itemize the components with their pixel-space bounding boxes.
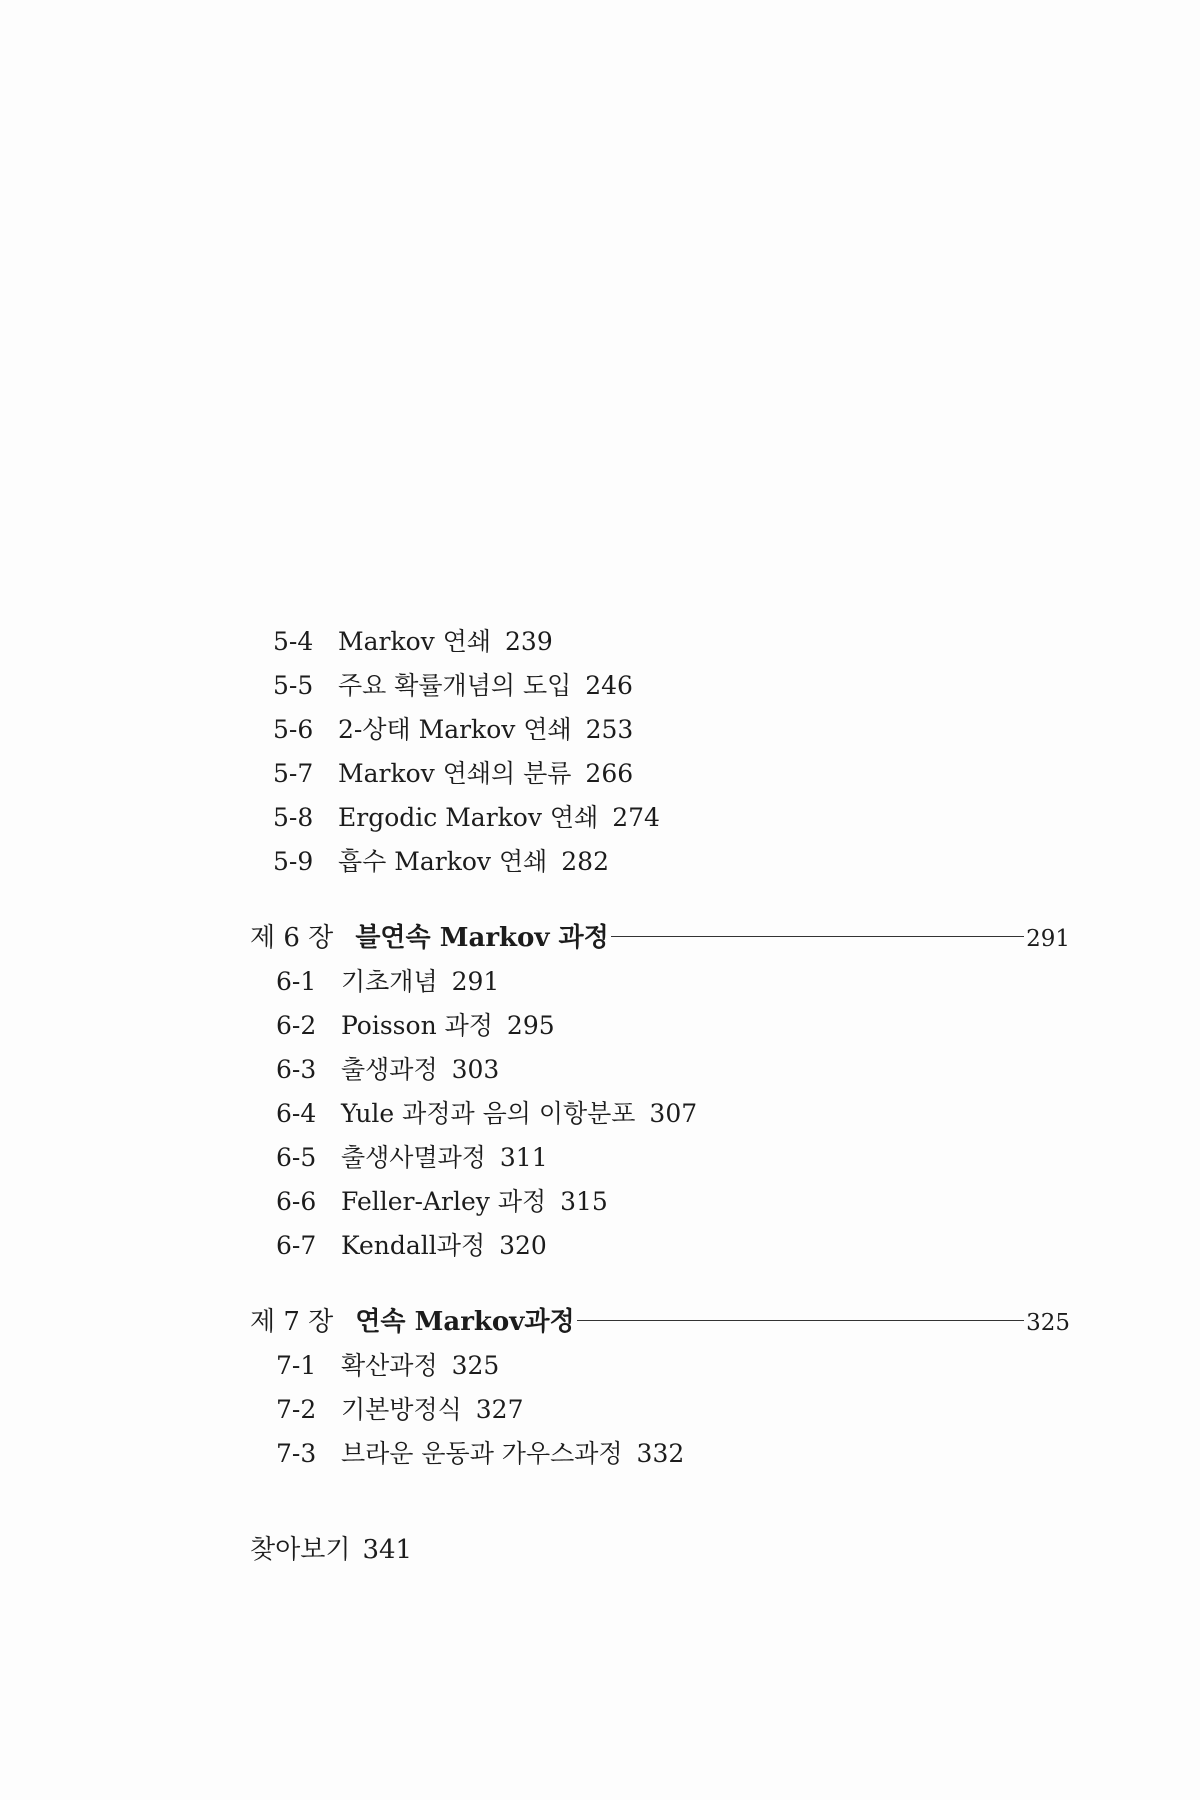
toc-entry[interactable] [250,840,1070,884]
page-number: 341 [362,1535,413,1565]
section-title: 확산과정 [341,1351,438,1380]
section-title: 주요 확률개념의 도입 [338,671,572,700]
section-title: 2-상태 Markov 연쇄 [338,715,572,744]
index-title: 찾아보기 [250,1535,351,1565]
leader-line [577,1320,1024,1321]
chapter-heading[interactable] [250,1300,1070,1344]
toc-entry[interactable] [250,1344,1070,1388]
section-title: Ergodic Markov 연쇄 [338,803,599,832]
table-of-contents [250,620,1070,1572]
page-number: 253 [585,715,634,744]
section-number: 6-4 [276,1099,317,1128]
page-number: 266 [585,759,634,788]
section-number: 6-3 [276,1055,317,1084]
page-number: 325 [451,1351,500,1380]
toc-entry[interactable] [250,1136,1070,1180]
section-title: 기초개념 [341,967,438,996]
toc-entry[interactable] [250,960,1070,1004]
page-number: 332 [636,1439,685,1468]
chapter-6-block [250,916,1070,1268]
toc-entry[interactable] [250,796,1070,840]
section-number: 7-2 [276,1395,317,1424]
toc-entry[interactable] [250,1224,1070,1268]
section-title: 기본방정식 [341,1395,462,1424]
section-number: 5-9 [273,847,314,876]
section-title: Markov 연쇄 [338,627,492,656]
index-entry[interactable] [250,1528,1070,1572]
section-number: 6-2 [276,1011,317,1040]
toc-entry[interactable] [250,1432,1070,1476]
chapter-7-block [250,1300,1070,1476]
chapter-heading[interactable] [250,916,1070,960]
page-number: 282 [561,847,609,876]
section-number: 5-5 [273,671,314,700]
chapter-title: 연속 Markov과정 [355,1307,575,1337]
section-number: 7-1 [276,1351,317,1380]
toc-entry[interactable] [250,752,1070,796]
page-number: 311 [499,1143,548,1172]
section-number: 6-5 [276,1143,317,1172]
toc-entry[interactable] [250,1092,1070,1136]
toc-entry[interactable] [250,708,1070,752]
section-title: Markov 연쇄의 분류 [338,759,572,788]
page-number: 291 [451,967,500,996]
section-number: 5-7 [273,759,314,788]
section-number: 6-1 [276,967,317,996]
section-title: Poisson 과정 [341,1011,493,1040]
section-number: 5-4 [273,627,314,656]
toc-entry[interactable] [250,1004,1070,1048]
section-title: 흡수 Markov 연쇄 [338,847,548,876]
section-title: Yule 과정과 음의 이항분포 [341,1099,636,1128]
section-title: 출생과정 [341,1055,438,1084]
page-number: 246 [585,671,633,700]
page-number: 303 [451,1055,500,1084]
toc-entry[interactable] [250,620,1070,664]
page-number: 295 [506,1011,555,1040]
section-number: 6-6 [276,1187,317,1216]
toc-entry[interactable] [250,1048,1070,1092]
section-number: 7-3 [276,1439,317,1468]
section-number: 6-7 [276,1231,317,1260]
section-title: 브라운 운동과 가우스과정 [341,1439,623,1468]
page-number: 320 [499,1231,547,1260]
page-number: 239 [505,627,553,656]
section-title: 출생사멸과정 [341,1143,486,1172]
section-title: Kendall과정 [341,1231,486,1260]
chapter-number: 제 6 장 [250,923,334,953]
page-number: 327 [475,1395,524,1424]
page-number: 307 [649,1099,698,1128]
leader-line [611,936,1024,937]
page-number: 315 [560,1187,608,1216]
chapter-number: 제 7 장 [250,1307,334,1337]
chapter-page-number: 291 [1026,926,1070,952]
section-number: 5-8 [273,803,314,832]
toc-entry[interactable] [250,1388,1070,1432]
chapter-page-number: 325 [1026,1310,1070,1336]
section-number: 5-6 [273,715,314,744]
toc-entry[interactable] [250,664,1070,708]
toc-entry[interactable] [250,1180,1070,1224]
page-number: 274 [612,803,660,832]
section-title: Feller-Arley 과정 [341,1187,547,1216]
chapter-title: 블연속 Markov 과정 [355,923,609,953]
